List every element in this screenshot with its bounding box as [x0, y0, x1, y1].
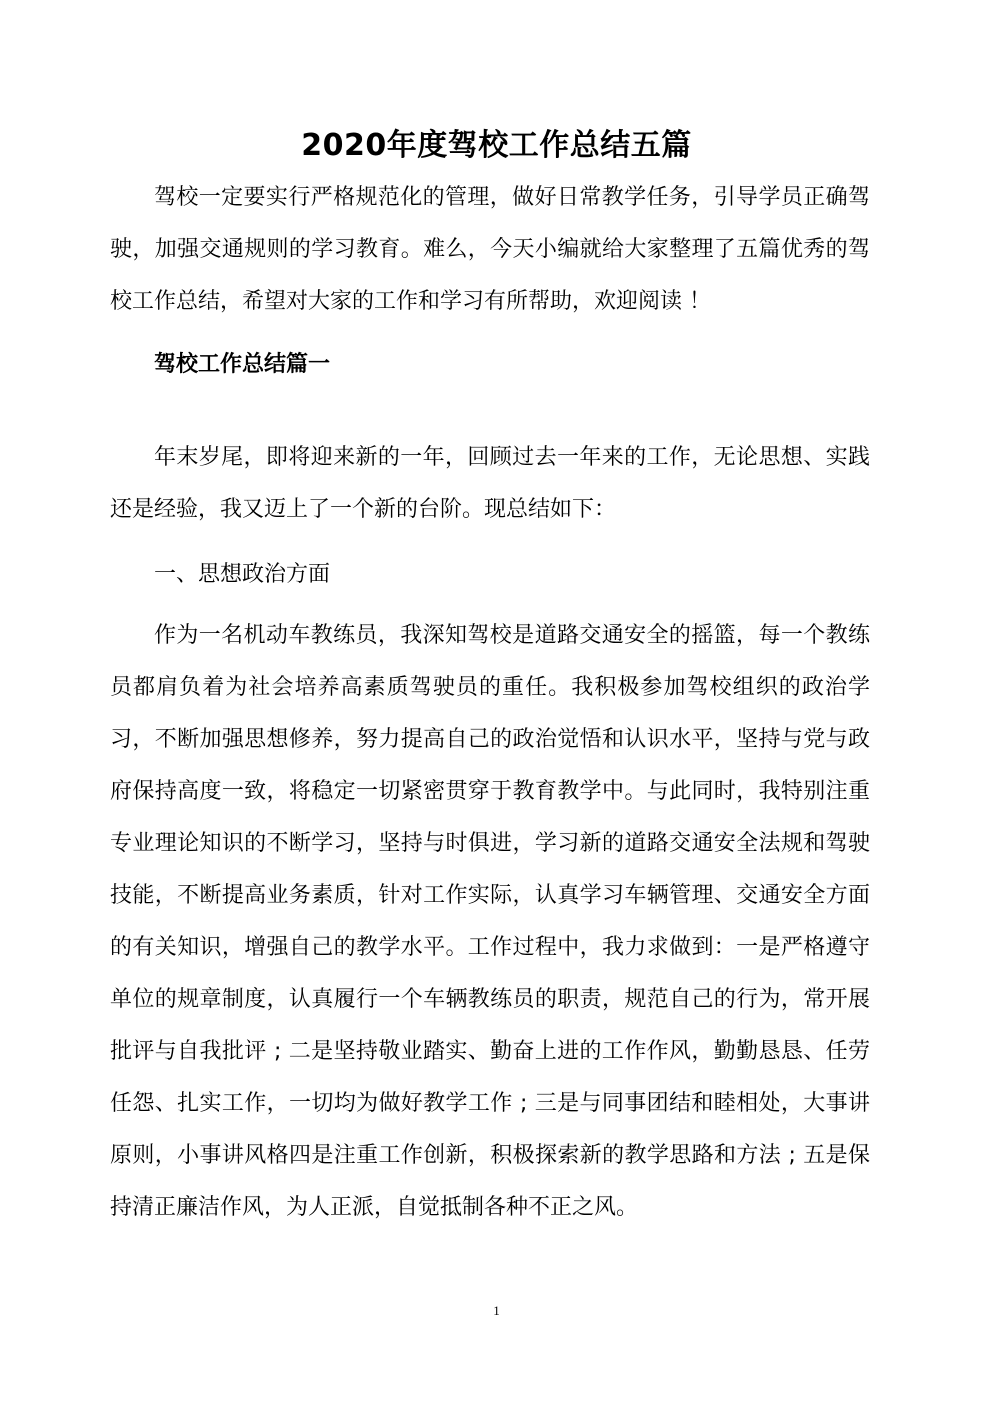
section-heading: 驾校工作总结篇一: [154, 352, 331, 377]
document-title: 2020年度驾校工作总结五篇: [301, 128, 692, 163]
subsection-heading: 一、思想政治方面: [154, 562, 331, 587]
subsection-paragraph: 作为一名机动车教练员，我深知驾校是道路交通安全的摇篮，每一个教练员都肩负着为社会培养高素质驾驶员的重任。我积极参加驾校组织的政治学习，不断加强思想修养，努力提高自己的政治觉悟和认识水平，坚持与党与政府保持高度一致，将稳定一切紧密贯穿于教育教学中。与此同时，我特别注重专业理论知识的不断学习，坚持与时俱进，学习新的道路交通安全法规和驾驶技能，不断提高业务素质，针对工作实际，认真学习车辆管理、交通安全方面的有关知识，增强自己的教学水平。工作过程中，我力求做到：一是严格遵守单位的规章制度，认真履行一个车辆教练员的职责，规范自己的行为，常开展批评与自我批评 ; 二是坚持敬业踏实、勤奋上进的工作作风，勤勤恳恳、任劳任怨、扎实工作，一切均为做好教学工作 ; 三是与同事团结和睦相处，大事讲原则，小事讲风格四是注重工作创新，积极探索新的教学思路和方法 ; 五是保持清正廉洁作风，为人正派，自觉抵制各种不正之风。: [110, 623, 870, 1220]
page-number: 1: [493, 1303, 500, 1318]
intro-paragraph: 驾校一定要实行严格规范化的管理，做好日常教学任务，引导学员正确驾驶，加强交通规则的学习教育。难么，今天小编就给大家整理了五篇优秀的驾校工作总结，希望对大家的工作和学习有所帮助，欢迎阅读 ！: [110, 185, 870, 314]
section-paragraph: 年末岁尾，即将迎来新的一年，回顾过去一年来的工作，无论思想、实践还是经验，我又迈上了一个新的台阶。现总结如下：: [110, 445, 870, 522]
